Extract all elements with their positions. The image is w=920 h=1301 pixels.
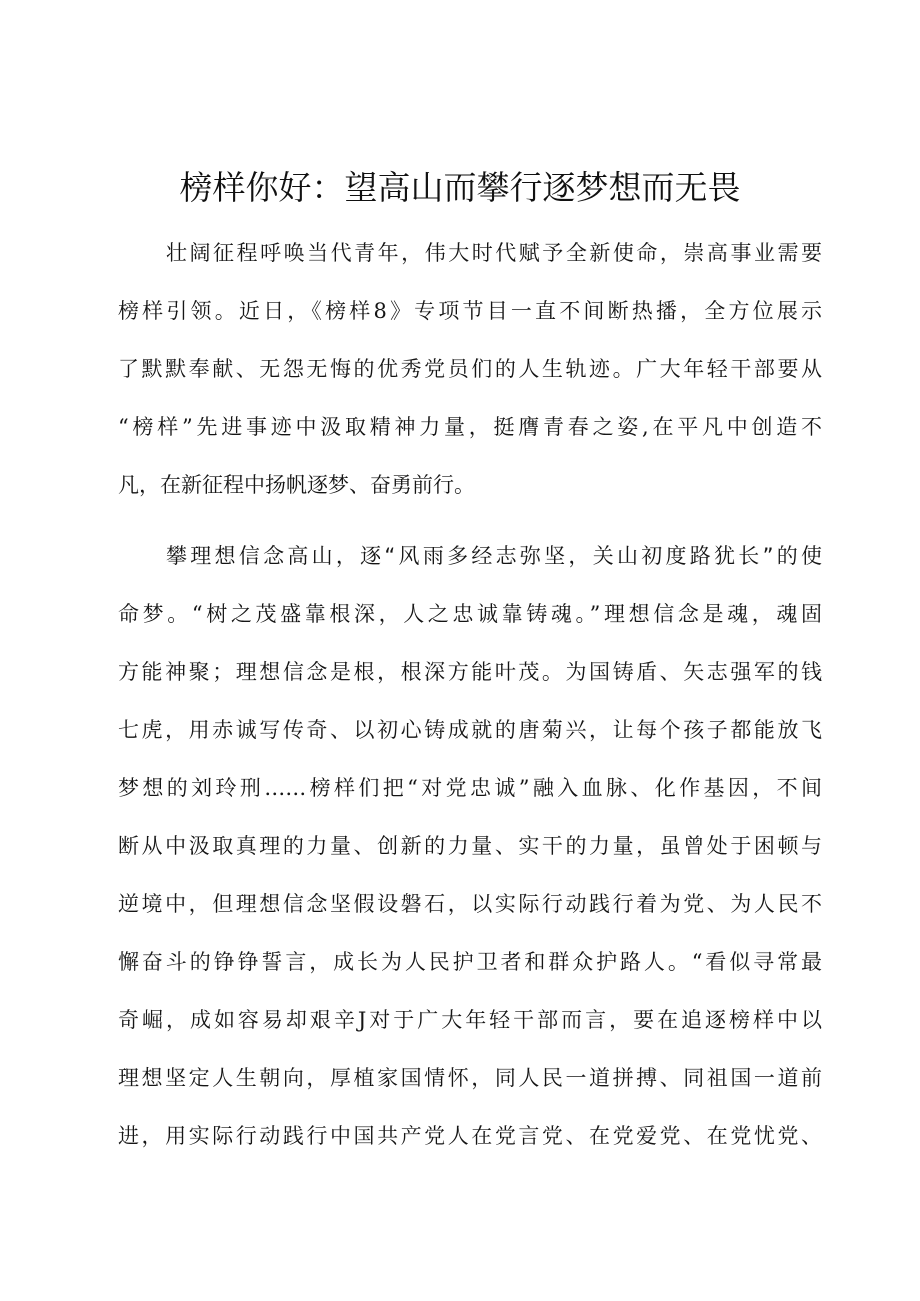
paragraph-2 <box>118 527 822 1167</box>
text-line: 壮阔征程呼唤当代青年，伟大时代赋予全新使命，崇高事业需要 <box>166 241 822 265</box>
text-line: 了默默奉献、无怨无悔的优秀党员们的人生轨迹。广大年轻干部要从 <box>118 357 822 381</box>
text-line: 七虎，用赤诚写传奇、以初心铸成就的唐菊兴，让每个孩子都能放飞 <box>118 718 822 742</box>
text-line: 攀理想信念高山，逐“风雨多经志弥坚，关山初度路犹长”的使 <box>166 544 822 568</box>
text-line: 奇崛，成如容易却艰辛J对于广大年轻干部而言，要在追逐榜样中以 <box>118 1008 822 1032</box>
text-line: “榜样”先进事迹中汲取精神力量，挺膺青春之姿,在平凡中创造不 <box>118 415 822 439</box>
text-line: 进，用实际行动践行中国共产党人在党言党、在党爱党、在党忧党、 <box>118 1124 822 1148</box>
text-line: 懈奋斗的铮铮誓言，成长为人民护卫者和群众护路人。“看似寻常最 <box>118 950 822 974</box>
text-line: 命梦。“树之茂盛靠根深，人之忠诚靠铸魂。”理想信念是魂，魂固 <box>118 602 822 626</box>
text-line: 断从中汲取真理的力量、创新的力量、实干的力量，虽曾处于困顿与 <box>118 834 822 858</box>
text-line: 梦想的刘玲刑……榜样们把“对党忠诚”融入血脉、化作基因，不间 <box>118 776 822 800</box>
text-line: 逆境中，但理想信念坚假设磐石，以实际行动践行着为党、为人民不 <box>118 892 822 916</box>
text-line: 榜样引领。近日，《榜样8》专项节目一直不间断热播，全方位展示 <box>118 299 822 323</box>
text-line: 凡，在新征程中扬帆逐梦、奋勇前行。 <box>118 473 475 497</box>
text-line: 理想坚定人生朝向，厚植家国情怀，同人民一道拼搏、同祖国一道前 <box>118 1066 822 1090</box>
document-title: 榜样你好：望高山而攀行逐梦想而无畏 <box>179 168 741 207</box>
paragraph-1 <box>118 224 822 524</box>
text-line: 方能神聚；理想信念是根，根深方能叶茂。为国铸盾、矢志强军的钱 <box>118 660 822 684</box>
